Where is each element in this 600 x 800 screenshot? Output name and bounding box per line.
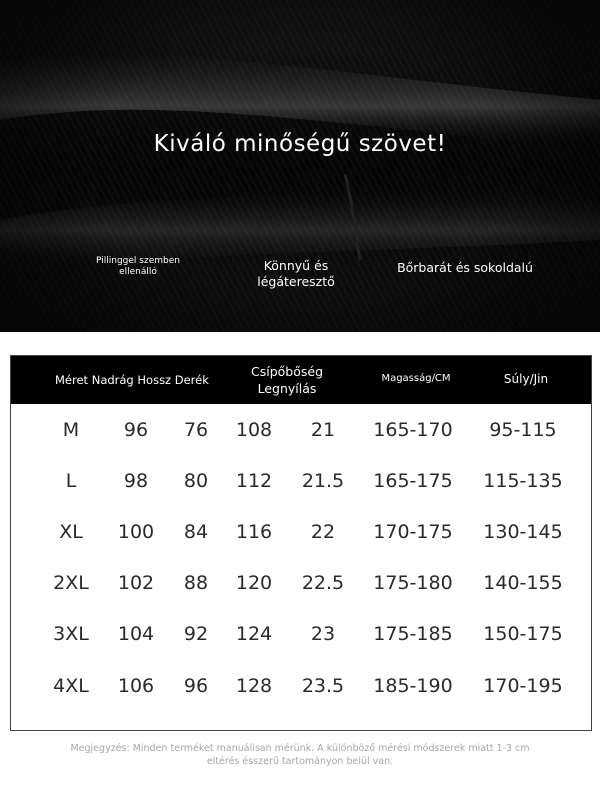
size-table bbox=[10, 355, 592, 731]
cell-weight: 140-155 bbox=[483, 572, 563, 595]
feature-skin-friendly bbox=[380, 260, 550, 276]
cell-height: 170-175 bbox=[373, 520, 453, 543]
table-row bbox=[11, 558, 591, 609]
cell-waist: 84 bbox=[183, 520, 209, 543]
cell-leg-opening: 22 bbox=[310, 520, 336, 543]
cell-size: M bbox=[62, 418, 80, 441]
size-table-header bbox=[11, 356, 591, 404]
cell-length: 96 bbox=[123, 418, 149, 441]
cell-length: 102 bbox=[117, 572, 155, 595]
header-size-length-waist: Méret Nadrág Hossz Derék bbox=[55, 373, 209, 387]
header-weight: Súly/Jin bbox=[503, 372, 549, 386]
feature-breathable-line2: légáteresztő bbox=[257, 274, 335, 289]
feature-breathable-line1: Könnyű és bbox=[263, 258, 329, 273]
header-height: Magasság/CM bbox=[381, 373, 451, 384]
cell-hip: 116 bbox=[235, 520, 273, 543]
cell-leg-opening: 23.5 bbox=[301, 674, 345, 697]
feature-breathable bbox=[236, 258, 356, 290]
cell-waist: 92 bbox=[183, 623, 209, 646]
cell-waist: 88 bbox=[183, 572, 209, 595]
cell-weight: 95-115 bbox=[489, 418, 557, 441]
table-row bbox=[11, 404, 591, 455]
cell-hip: 128 bbox=[235, 674, 273, 697]
cell-height: 175-185 bbox=[373, 623, 453, 646]
cell-size: XL bbox=[59, 520, 83, 543]
cell-leg-opening: 23 bbox=[310, 623, 336, 646]
feature-anti-pilling-line2: ellenálló bbox=[119, 267, 157, 277]
cell-leg-opening: 22.5 bbox=[301, 572, 345, 595]
cell-leg-opening: 21.5 bbox=[301, 469, 345, 492]
cell-length: 98 bbox=[123, 469, 149, 492]
cell-size: 2XL bbox=[53, 572, 89, 595]
cell-size: 4XL bbox=[53, 674, 89, 697]
cell-waist: 96 bbox=[183, 674, 209, 697]
cell-weight: 150-175 bbox=[483, 623, 563, 646]
cell-hip: 108 bbox=[235, 418, 273, 441]
measurement-note bbox=[30, 742, 570, 768]
cell-hip: 124 bbox=[235, 623, 273, 646]
cell-height: 185-190 bbox=[373, 674, 453, 697]
measurement-note-line2: eltérés ésszerű tartományon belül van. bbox=[206, 756, 394, 767]
cell-hip: 112 bbox=[235, 469, 273, 492]
header-hip-legopening bbox=[235, 363, 339, 397]
cell-height: 165-175 bbox=[373, 469, 453, 492]
cell-length: 100 bbox=[117, 520, 155, 543]
cell-waist: 76 bbox=[183, 418, 209, 441]
header-leg-opening: Legnyílás bbox=[257, 381, 317, 396]
cell-leg-opening: 21 bbox=[310, 418, 336, 441]
table-row bbox=[11, 609, 591, 660]
cell-hip: 120 bbox=[235, 572, 273, 595]
cell-size: L bbox=[65, 469, 77, 492]
cell-length: 104 bbox=[117, 623, 155, 646]
table-row bbox=[11, 506, 591, 557]
measurement-note-line1: Megjegyzés: Minden terméket manuálisan mérünk. A különböző mérési módszerek miatt 1-3 cm bbox=[70, 743, 530, 754]
size-table-body bbox=[11, 404, 591, 711]
feature-anti-pilling-line1: Pillinggel szemben bbox=[96, 256, 180, 266]
fabric-hero bbox=[0, 0, 600, 332]
hero-title: Kiváló minőségű szövet! bbox=[153, 131, 447, 157]
feature-anti-pilling bbox=[82, 256, 194, 278]
header-hip: Csípőbőség bbox=[250, 364, 323, 379]
table-row bbox=[11, 455, 591, 506]
cell-height: 175-180 bbox=[373, 572, 453, 595]
feature-skin-friendly-line1: Bőrbarát és sokoldalú bbox=[397, 260, 533, 275]
cell-weight: 115-135 bbox=[483, 469, 563, 492]
cell-weight: 170-195 bbox=[483, 674, 563, 697]
cell-height: 165-170 bbox=[373, 418, 453, 441]
table-row bbox=[11, 660, 591, 711]
cell-size: 3XL bbox=[53, 623, 89, 646]
cell-length: 106 bbox=[117, 674, 155, 697]
cell-waist: 80 bbox=[183, 469, 209, 492]
cell-weight: 130-145 bbox=[483, 520, 563, 543]
